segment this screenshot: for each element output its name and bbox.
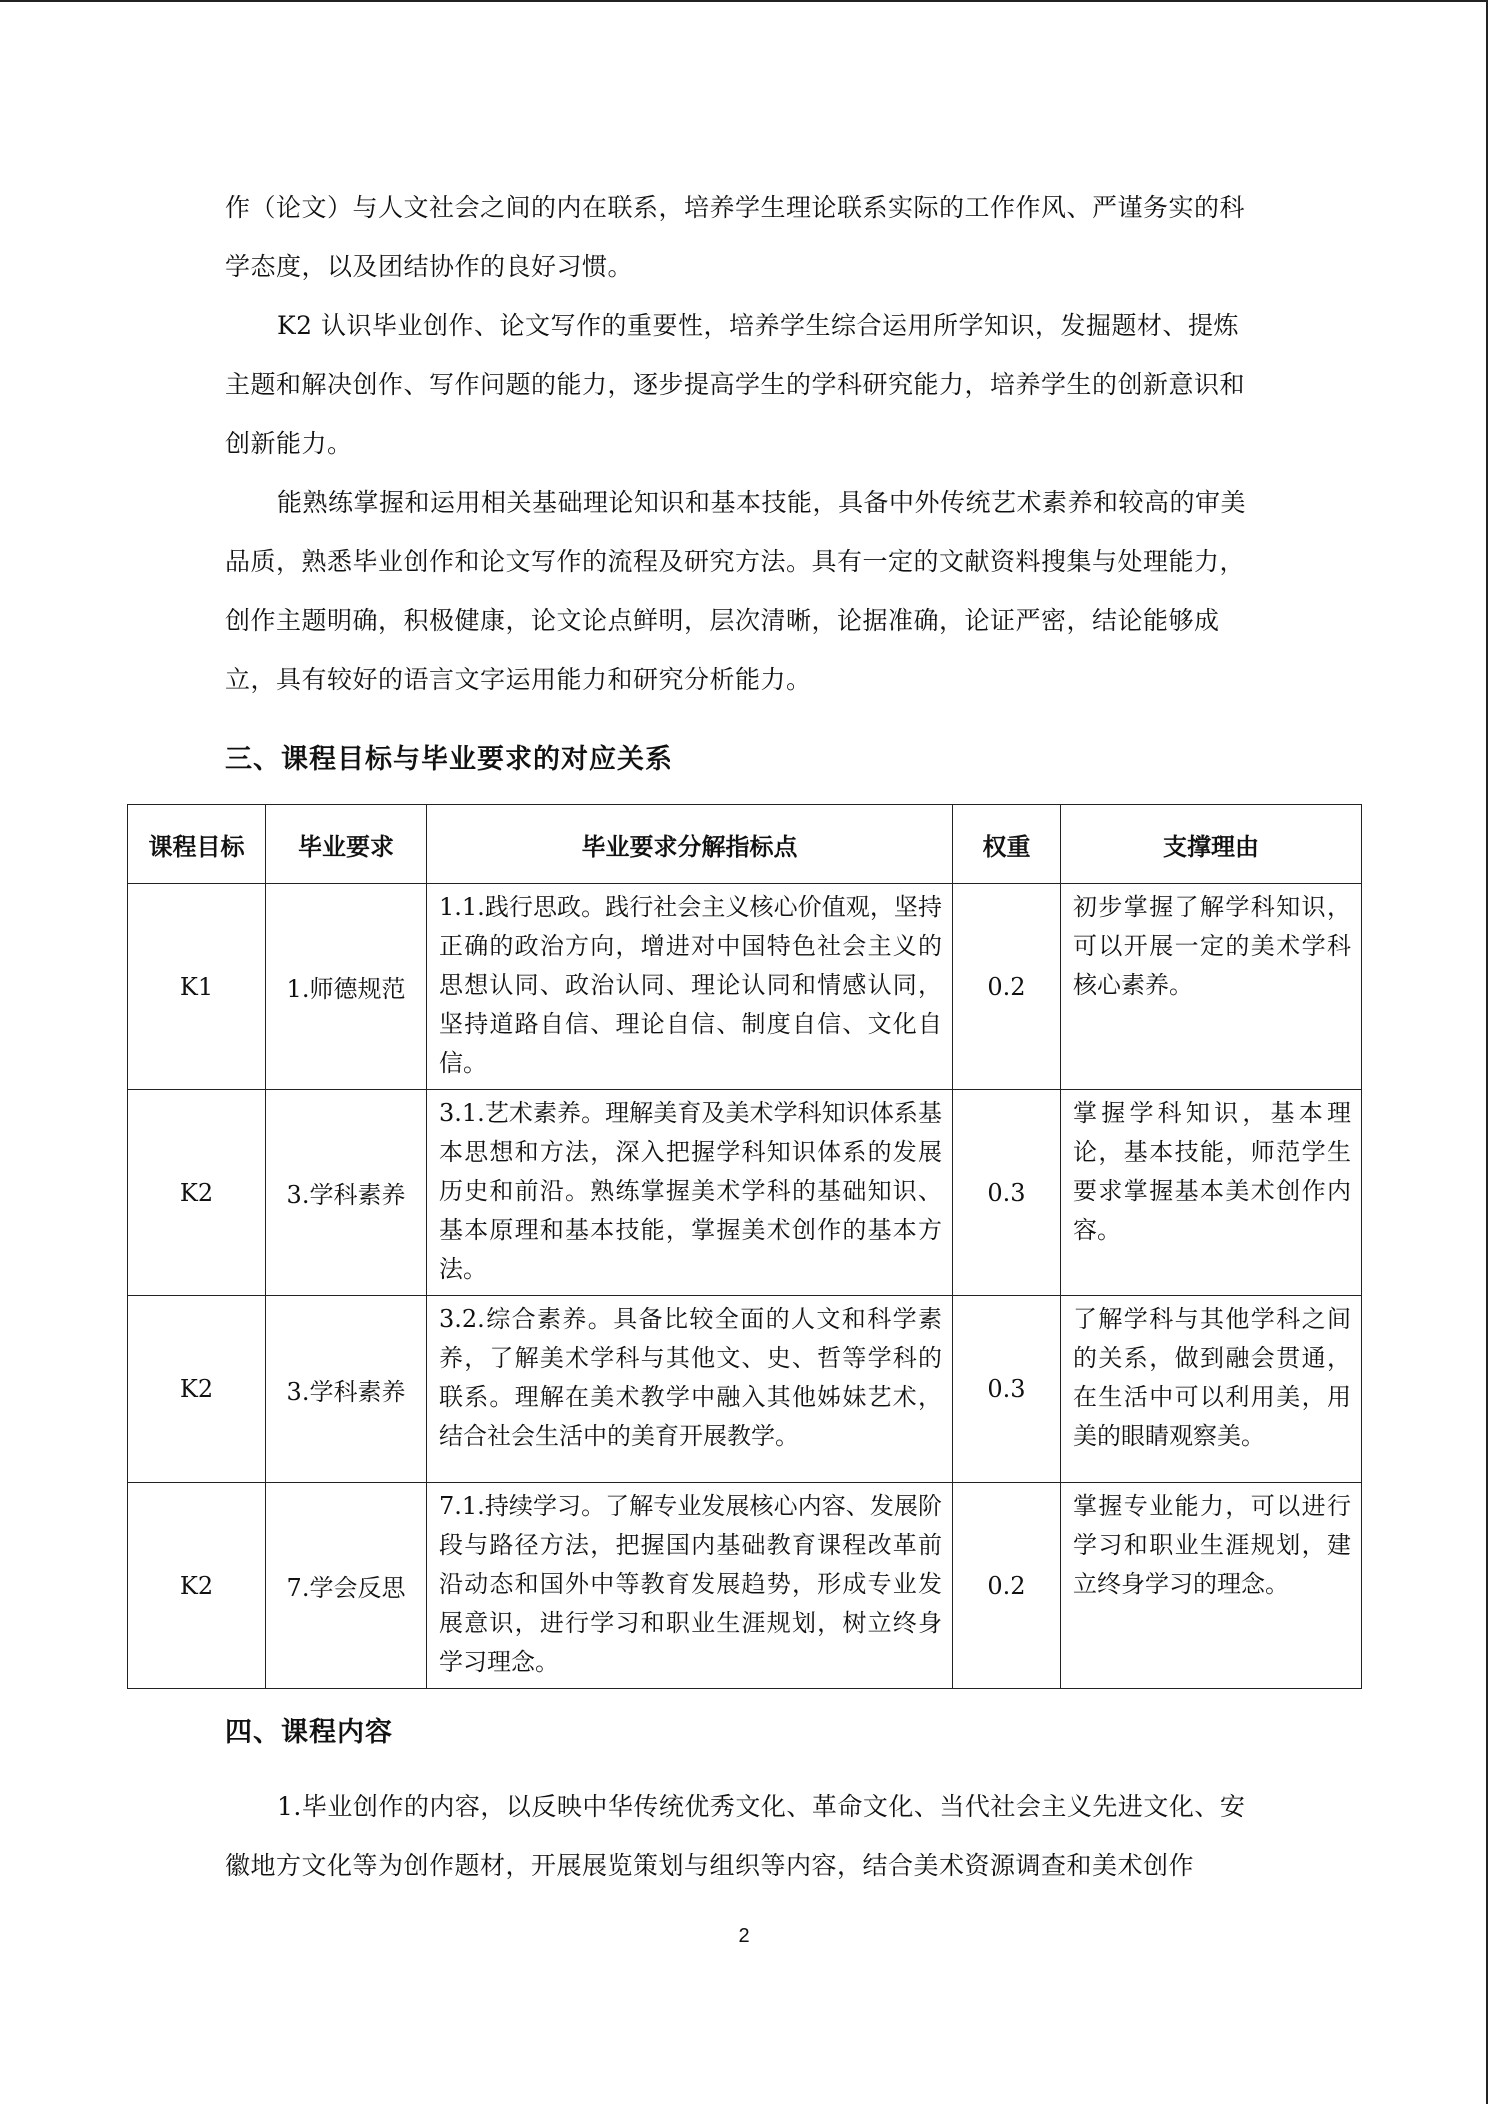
cell-reason: 了解学科与其他学科之间的关系，做到融会贯通，在生活中可以利用美，用美的眼睛观察美。 (1061, 1296, 1362, 1483)
header-course-goal: 课程目标 (128, 805, 266, 884)
cell-requirement: 7.学会反思 (266, 1483, 427, 1689)
goals-requirements-table (127, 804, 1362, 1689)
header-requirement: 毕业要求 (266, 805, 427, 884)
cell-goal: K2 (128, 1090, 266, 1296)
cell-requirement: 3.学科素养 (266, 1090, 427, 1296)
page-number: 2 (738, 1925, 750, 1947)
cell-requirement: 3.学科素养 (266, 1296, 427, 1483)
table-row (128, 1296, 1362, 1483)
page-top-border (0, 0, 1488, 2)
header-weight: 权重 (953, 805, 1061, 884)
table-row (128, 1090, 1362, 1296)
table-row (128, 1483, 1362, 1689)
header-indicator: 毕业要求分解指标点 (427, 805, 953, 884)
paragraph-abilities: 能熟练掌握和运用相关基础理论知识和基本技能，具备中外传统艺术素养和较高的审美品质，熟悉毕业创作和论文写作的流程及研究方法。具有一定的文献资料搜集与处理能力，创作主题明确，积极健康，论文论点鲜明，层次清晰，论据准确，论证严密，结论能够成立，具有较好的语言文字运用能力和研究分析能力。 (225, 488, 1247, 694)
section-heading-4: 四、课程内容 (225, 1717, 393, 1748)
cell-weight: 0.2 (953, 884, 1061, 1090)
cell-indicator: 1.1.践行思政。践行社会主义核心价值观，坚持正确的政治方向，增进对中国特色社会主义的思想认同、政治认同、理论认同和情感认同，坚持道路自信、理论自信、制度自信、文化自信。 (427, 884, 953, 1090)
paragraph-content-1: 1.毕业创作的内容，以反映中华传统优秀文化、革命文化、当代社会主义先进文化、安徽地方文化等为创作题材，开展展览策划与组织等内容，结合美术资源调查和美术创作 (225, 1792, 1246, 1880)
paragraph-k2: K2 认识毕业创作、论文写作的重要性，培养学生综合运用所学知识，发掘题材、提炼主题和解决创作、写作问题的能力，逐步提高学生的学科研究能力，培养学生的创新意识和创新能力。 (225, 311, 1246, 458)
cell-indicator: 3.1.艺术素养。理解美育及美术学科知识体系基本思想和方法，深入把握学科知识体系的发展历史和前沿。熟练掌握美术学科的基础知识、基本原理和基本技能，掌握美术创作的基本方法。 (427, 1090, 953, 1296)
cell-weight: 0.3 (953, 1090, 1061, 1296)
cell-reason: 掌握专业能力，可以进行学习和职业生涯规划，建立终身学习的理念。 (1061, 1483, 1362, 1689)
table-header-row (128, 805, 1362, 884)
table-row (128, 884, 1362, 1090)
paragraph-continuation: 作（论文）与人文社会之间的内在联系，培养学生理论联系实际的工作作风、严谨务实的科学态度，以及团结协作的良好习惯。 (225, 193, 1246, 281)
cell-goal: K2 (128, 1296, 266, 1483)
cell-weight: 0.2 (953, 1483, 1061, 1689)
cell-indicator: 3.2.综合素养。具备比较全面的人文和科学素养，了解美术学科与其他文、史、哲等学科的联系。理解在美术教学中融入其他姊妹艺术，结合社会生活中的美育开展教学。 (427, 1296, 953, 1483)
cell-goal: K2 (128, 1483, 266, 1689)
section-heading-3: 三、课程目标与毕业要求的对应关系 (225, 744, 673, 775)
cell-goal: K1 (128, 884, 266, 1090)
cell-reason: 初步掌握了解学科知识，可以开展一定的美术学科核心素养。 (1061, 884, 1362, 1090)
header-reason: 支撑理由 (1061, 805, 1362, 884)
cell-weight: 0.3 (953, 1296, 1061, 1483)
cell-requirement: 1.师德规范 (266, 884, 427, 1090)
cell-reason: 掌握学科知识，基本理论，基本技能，师范学生要求掌握基本美术创作内容。 (1061, 1090, 1362, 1296)
cell-indicator: 7.1.持续学习。了解专业发展核心内容、发展阶段与路径方法，把握国内基础教育课程改革前沿动态和国外中等教育发展趋势，形成专业发展意识，进行学习和职业生涯规划，树立终身学习理念。 (427, 1483, 953, 1689)
